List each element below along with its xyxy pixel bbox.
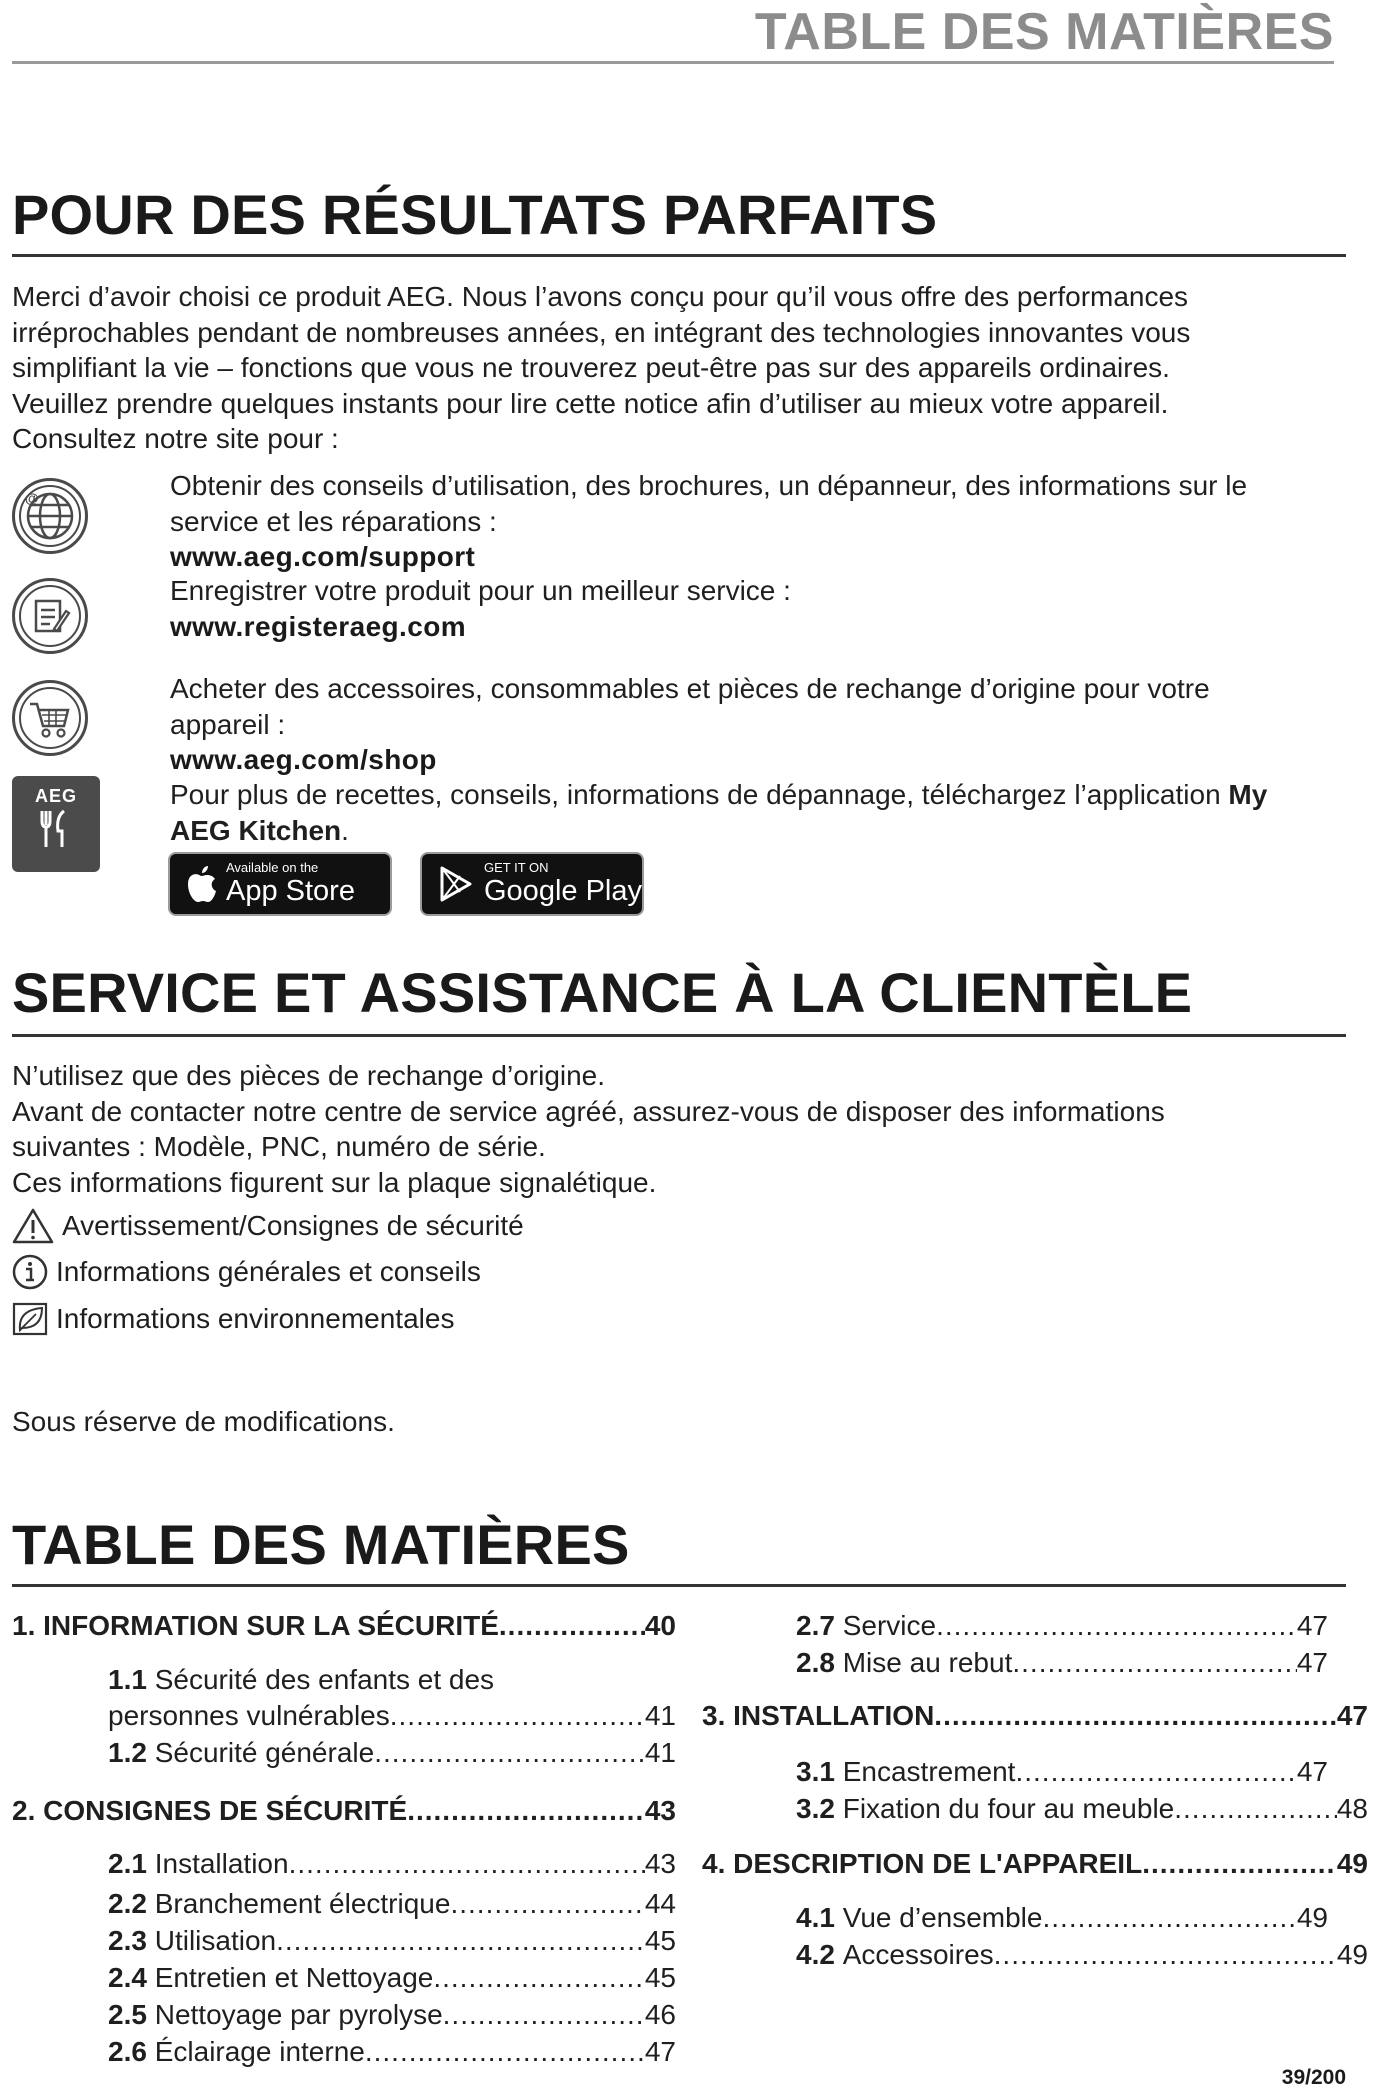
toc-label: 4. DESCRIPTION DE L'APPAREIL (702, 1848, 1143, 1879)
globe-icon (12, 478, 88, 554)
app-text (170, 813, 1267, 849)
intro-paragraph (12, 279, 1342, 457)
app-item (170, 777, 1267, 848)
toc-page: 47 (1336, 1700, 1368, 1731)
toc-link-2-6[interactable] (108, 2036, 676, 2073)
toc-label: Fixation du four au meuble (842, 1793, 1175, 1824)
symbol-label: Avertissement/Consignes de sécurité (62, 1210, 524, 1241)
toc-label: 2. CONSIGNES DE SÉCURITÉ (12, 1795, 408, 1826)
toc-page: 45 (644, 1962, 676, 1993)
toc-link-section-1[interactable] (12, 1610, 676, 1642)
toc-page: 40 (644, 1610, 676, 1641)
toc-label: Sécurité générale (154, 1737, 375, 1768)
toc-label: Installation (154, 1848, 289, 1879)
toc-number: 3.1 (796, 1756, 835, 1787)
toc-label: Nettoyage par pyrolyse (154, 1999, 443, 2030)
toc-label: Mise au rebut (842, 1647, 1013, 1678)
section-title-service: SERVICE ET ASSISTANCE À LA CLIENTÈLE (12, 961, 1193, 1024)
toc-label: Service (842, 1610, 937, 1641)
toc-page: 47 (644, 2036, 676, 2067)
intro-line: Consultez notre site pour : (12, 423, 339, 454)
app-text-regular: Pour plus de recettes, conseils, informations de dépannage, téléchargez l’application (170, 779, 1229, 810)
toc-link-2-5[interactable] (108, 1999, 676, 2036)
intro-line: Merci d’avoir choisi ce produit AEG. Nous l’avons conçu pour qu’il vous offre des performances (12, 281, 1189, 312)
toc-link-3-1[interactable] (796, 1756, 1328, 1788)
toc-entry-1-1-first-line (108, 1662, 494, 1698)
toc-link-2-1[interactable] (108, 1848, 676, 1888)
google-small-text: GET IT ON (484, 860, 549, 875)
symbol-label: Informations générales et conseils (56, 1256, 481, 1287)
google-play-badge[interactable] (420, 852, 644, 916)
modification-notice: Sous réserve de modifications. (12, 1406, 395, 1437)
shop-text: Acheter des accessoires, consommables et pièces de rechange d’origine pour votre (170, 673, 1210, 704)
toc-page: 47 (1296, 1647, 1328, 1678)
shop-link[interactable]: www.aeg.com/shop (170, 744, 437, 775)
google-big-text: Google Play (484, 875, 642, 907)
toc-link-section-3[interactable] (702, 1700, 1368, 1732)
cart-icon (12, 680, 88, 756)
warning-icon (12, 1208, 54, 1244)
section-rule (12, 1034, 1346, 1037)
toc-number: 2.5 (108, 1999, 147, 2030)
svg-text:@: @ (25, 490, 39, 506)
toc-number: 2.1 (108, 1848, 147, 1879)
toc-number: 3.2 (796, 1793, 835, 1824)
section-rule (12, 1584, 1346, 1587)
toc-number: 2.3 (108, 1925, 147, 1956)
section-title-toc: TABLE DES MATIÈRES (12, 1513, 630, 1576)
support-text: service et les réparations : (170, 505, 497, 537)
toc-link-4-1[interactable] (796, 1902, 1328, 1934)
toc-number: 4.1 (796, 1902, 835, 1933)
toc-link-2-2[interactable] (108, 1888, 676, 1925)
toc-label: Vue d’ensemble (842, 1902, 1043, 1933)
toc-link-section-2[interactable] (12, 1795, 676, 1827)
toc-page: 46 (644, 1999, 676, 2030)
app-name-bold: My (1228, 779, 1268, 810)
toc-link-2-8[interactable] (796, 1647, 1328, 1679)
support-link[interactable]: www.aeg.com/support (170, 541, 476, 572)
aeg-app-icon (12, 776, 100, 872)
symbol-row-environment (12, 1302, 454, 1336)
toc-link-2-3[interactable] (108, 1925, 676, 1962)
register-link[interactable]: www.registeraeg.com (170, 610, 466, 642)
toc-page: 49 (1336, 1848, 1368, 1879)
play-icon (436, 864, 476, 904)
cutlery-icon (36, 807, 76, 851)
toc-page: 48 (1336, 1793, 1368, 1824)
toc-page: 47 (1296, 1756, 1328, 1787)
service-line: Ces informations figurent sur la plaque signalétique. (12, 1166, 657, 1198)
toc-label: Branchement électrique (154, 1888, 451, 1919)
toc-label: Encastrement (842, 1756, 1016, 1787)
toc-page: 43 (644, 1795, 676, 1826)
intro-line: simplifiant la vie – fonctions que vous ne trouverez peut-être pas sur des appareils ordinaires. (12, 352, 1170, 383)
toc-label: Accessoires (842, 1939, 994, 1970)
info-icon (12, 1254, 48, 1290)
app-store-big-text: App Store (226, 875, 355, 907)
toc-label: personnes vulnérables (108, 1700, 390, 1731)
register-text: Enregistrer votre produit pour un meilleur service : (170, 575, 791, 606)
toc-label: Entretien et Nettoyage (154, 1962, 434, 1993)
toc-number: 1.1 (108, 1664, 147, 1695)
symbol-row-warning (12, 1208, 524, 1244)
toc-label: Utilisation (154, 1925, 277, 1956)
app-text-regular: . (341, 814, 349, 846)
toc-link-1-1[interactable] (108, 1700, 676, 1732)
service-line: Avant de contacter notre centre de service agréé, assurez-vous de disposer des informations (12, 1095, 1165, 1127)
toc-number: 2.8 (796, 1647, 835, 1678)
shop-text: appareil : (170, 708, 286, 740)
toc-number: 2.6 (108, 2036, 147, 2067)
toc-page: 44 (644, 1888, 676, 1919)
toc-link-3-2[interactable] (796, 1793, 1368, 1825)
intro-line: irréprochables pendant de nombreuses années, en intégrant des technologies innovantes vous (12, 316, 1191, 348)
toc-label: 3. INSTALLATION (702, 1700, 935, 1731)
header-rule (12, 61, 1334, 64)
toc-page: 43 (644, 1848, 676, 1879)
apple-icon (184, 864, 218, 904)
toc-page: 45 (644, 1925, 676, 1956)
section-rule (12, 254, 1346, 257)
symbol-row-info (12, 1254, 481, 1290)
toc-number: 2.7 (796, 1610, 835, 1641)
toc-label: Éclairage interne (154, 2036, 365, 2067)
app-text (170, 777, 1267, 813)
intro-line: Veuillez prendre quelques instants pour lire cette notice afin d’utiliser au mieux votre appareil. (12, 387, 1169, 419)
toc-number: 2.4 (108, 1962, 147, 1993)
leaf-icon (12, 1302, 48, 1336)
toc-page: 41 (644, 1737, 676, 1768)
aeg-tile-label: AEG (34, 786, 77, 806)
service-paragraph (12, 1058, 1342, 1200)
toc-section-2-subentries (108, 1848, 676, 2073)
support-item (170, 468, 1247, 575)
toc-number: 1.2 (108, 1737, 147, 1768)
running-title: TABLE DES MATIÈRES (754, 3, 1334, 61)
toc-label: Sécurité des enfants et des (154, 1664, 495, 1695)
support-text: Obtenir des conseils d’utilisation, des brochures, un dépanneur, des informations sur le (170, 470, 1248, 501)
symbol-label: Informations environnementales (56, 1303, 455, 1334)
toc-link-2-4[interactable] (108, 1962, 676, 1999)
service-line: suivantes : Modèle, PNC, numéro de série. (12, 1131, 546, 1162)
toc-page: 41 (644, 1700, 676, 1731)
app-name-bold: AEG Kitchen (170, 814, 342, 846)
page-number: 39/200 (1281, 2066, 1346, 2089)
toc-link-1-2[interactable] (108, 1737, 676, 1769)
toc-number: 4.2 (796, 1939, 835, 1970)
toc-number: 2.2 (108, 1888, 147, 1919)
register-icon (12, 578, 88, 654)
register-item (170, 573, 791, 644)
shop-item (170, 671, 1210, 778)
toc-link-2-7[interactable] (796, 1610, 1328, 1642)
toc-link-4-2[interactable] (796, 1939, 1368, 1971)
service-line: N’utilisez que des pièces de rechange d’origine. (12, 1060, 606, 1091)
app-store-badge[interactable] (168, 852, 392, 916)
toc-page: 49 (1296, 1902, 1328, 1933)
section-title-perfect-results: POUR DES RÉSULTATS PARFAITS (12, 183, 938, 246)
toc-link-section-4[interactable] (702, 1848, 1368, 1880)
toc-label: 1. INFORMATION SUR LA SÉCURITÉ (12, 1610, 499, 1641)
app-store-small-text: Available on the (226, 860, 319, 875)
toc-page: 49 (1336, 1939, 1368, 1970)
toc-page: 47 (1296, 1610, 1328, 1641)
